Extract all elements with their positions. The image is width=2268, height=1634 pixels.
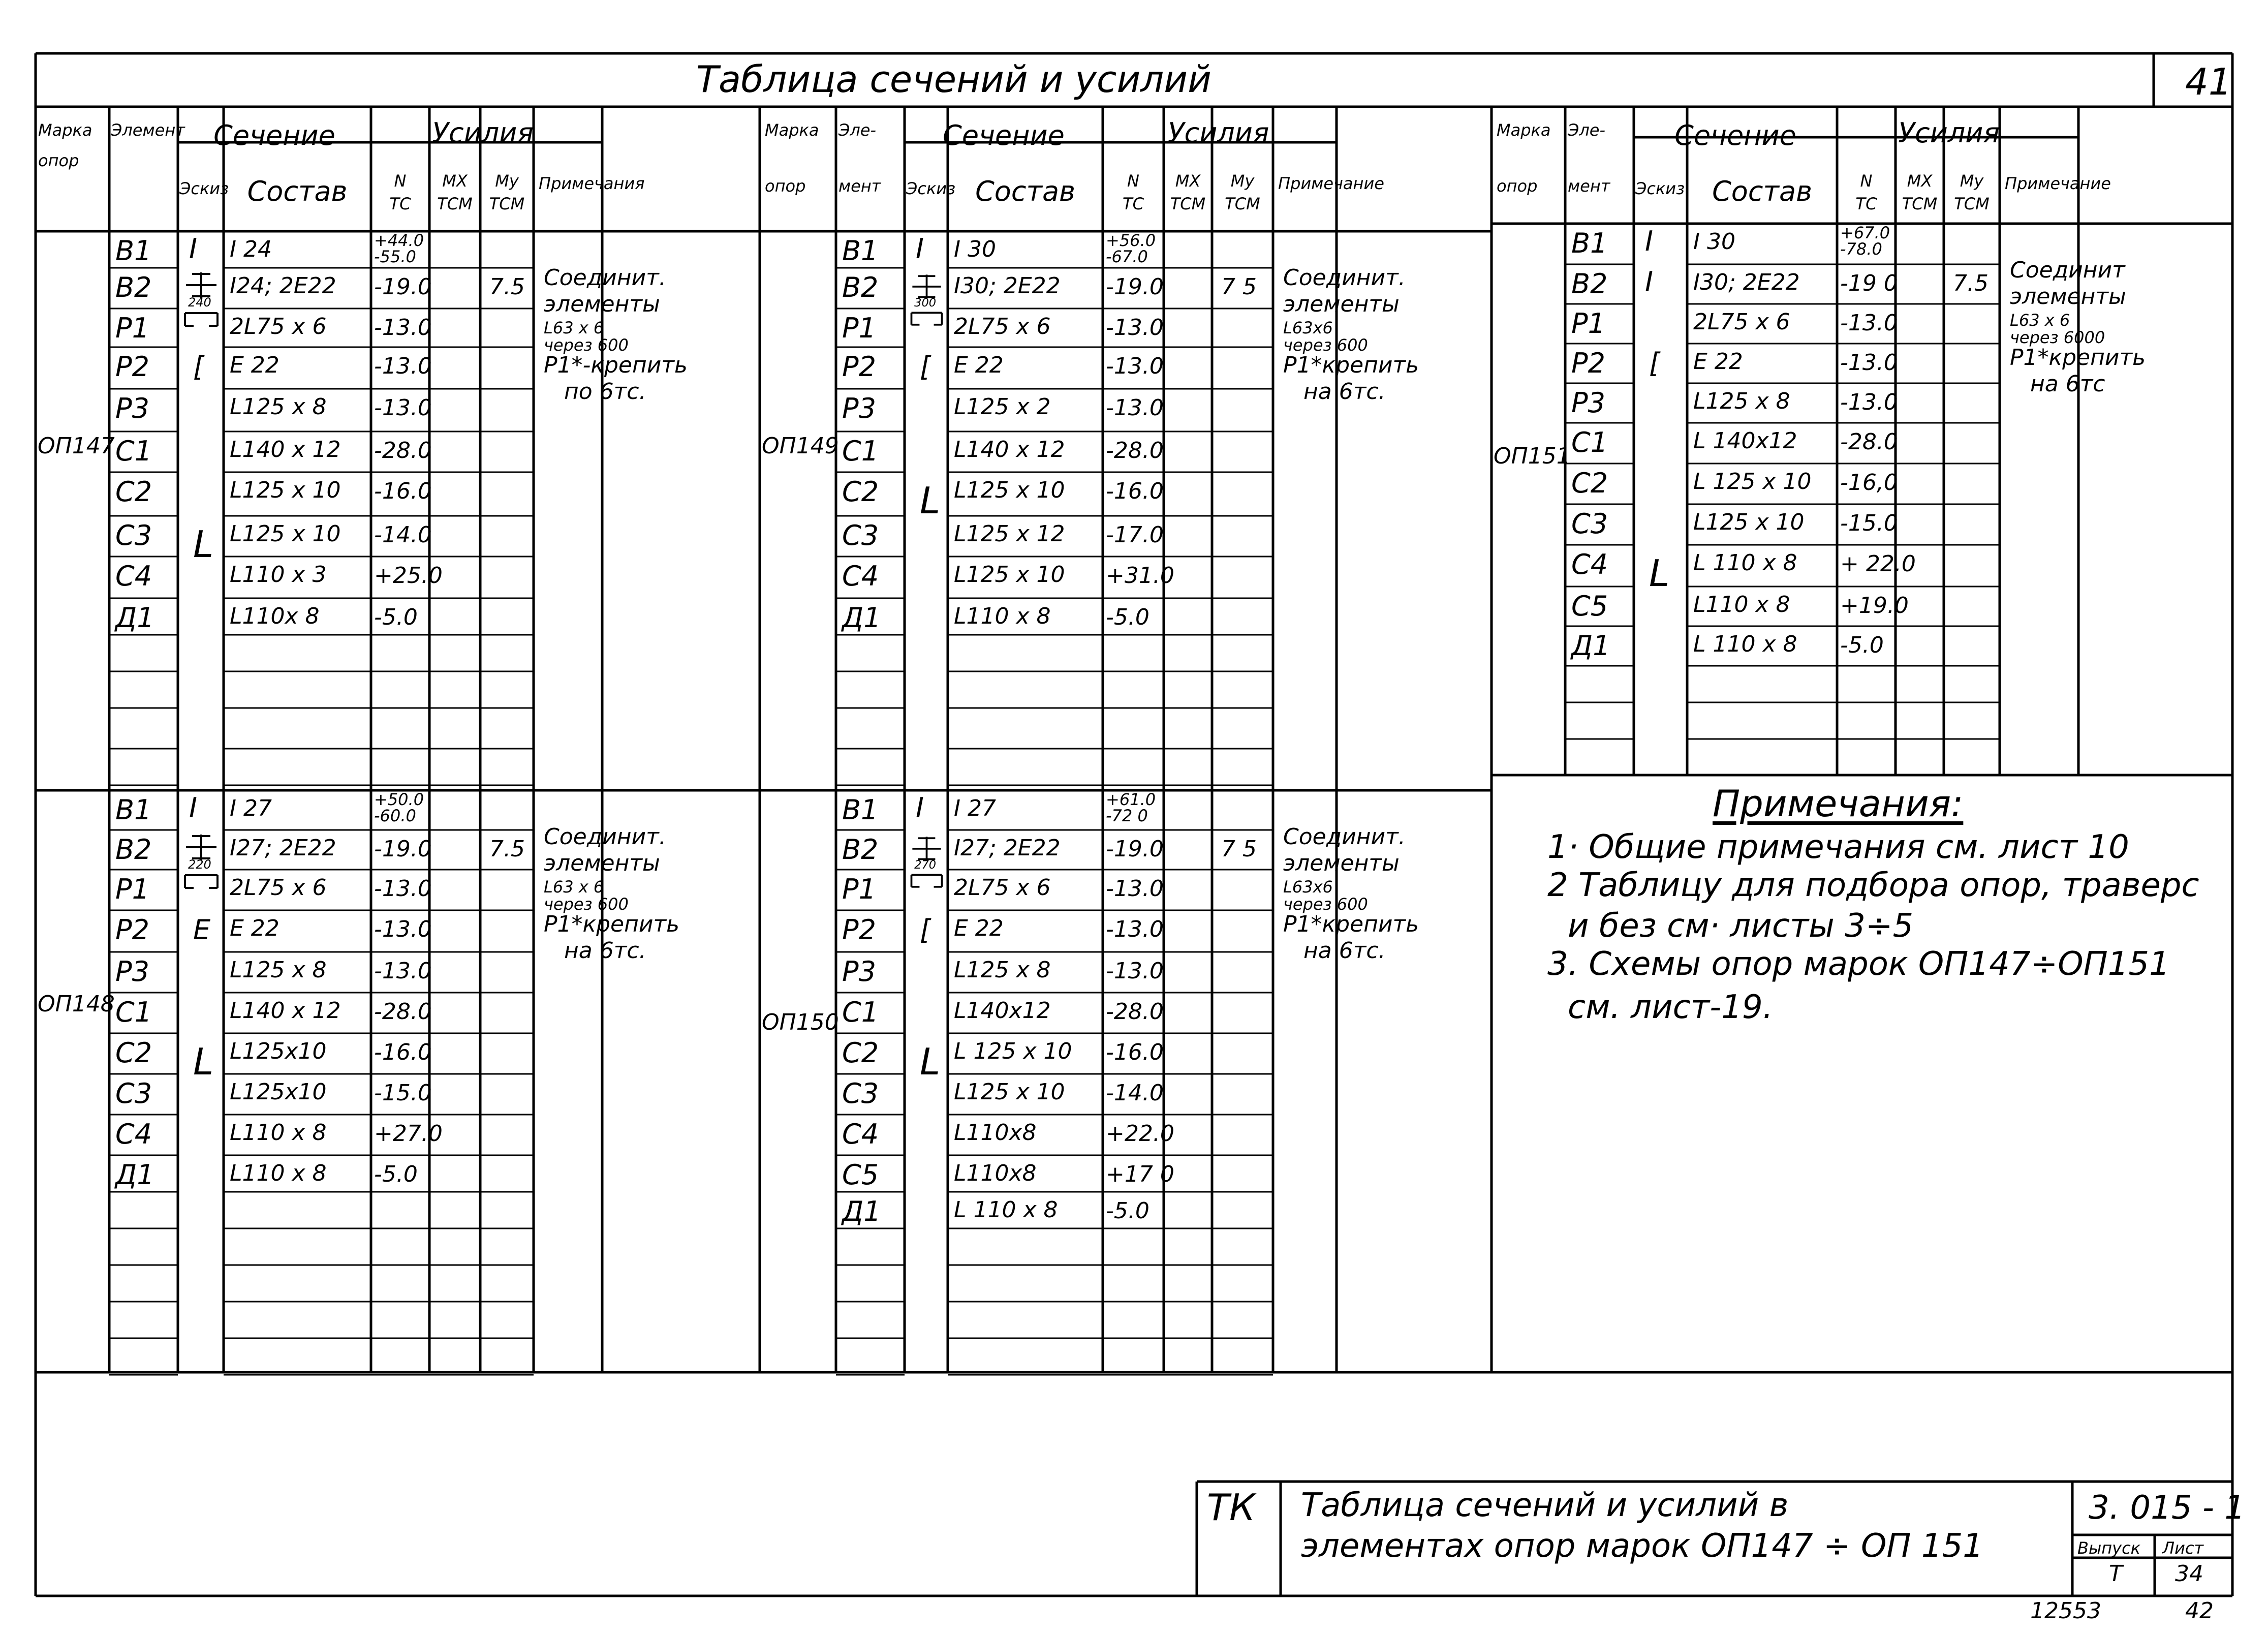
force-n: -13.0 [374,958,432,984]
issue-label: Выпуск [2077,1538,2140,1558]
section-composition: 2L75 x 6 [1693,309,1790,335]
section-composition: L125 x 8 [954,957,1051,983]
header-element: Эле- [838,120,877,140]
notes-heading: Примечания: [1713,782,1964,825]
note-line: Р1*крепить [2010,345,2146,371]
section-composition: L125 x 10 [230,477,341,503]
force-n: -28.0 [374,999,432,1025]
element-code: С2 [842,476,879,508]
element-code: С3 [842,519,879,551]
force-n: -5.0 [1106,604,1149,630]
header-composition: Состав [247,175,348,207]
section-composition: L 140x12 [1693,428,1797,454]
note-line: L63x6 [1283,318,1333,337]
element-code: Р3 [842,392,876,424]
section-composition: L140 x 12 [954,437,1065,463]
note-line: Р1*крепить [544,911,680,937]
support-mark: ОП147 [38,433,115,459]
element-code: Д1 [1571,630,1610,662]
element-code: С2 [115,1037,152,1069]
element-code: С1 [842,435,879,467]
section-composition: 2L75 x 6 [230,875,327,901]
header-n: N [1860,171,1873,191]
force-n: -28.0 [374,438,432,464]
header-sketch: Эскиз [179,179,229,198]
header-n: N [394,171,407,191]
header-element: Эле- [1568,120,1606,140]
element-code: Д1 [115,1159,154,1191]
section-composition: I 27 [954,795,996,821]
section-composition: L110 x 8 [230,1160,327,1186]
force-n: -13.0 [1840,350,1898,376]
element-code: С4 [842,560,879,592]
support-mark: ОП148 [38,991,115,1017]
element-code: В2 [842,834,879,866]
header-mx: ТСМ [1170,194,1206,213]
force-n: -13.0 [1106,916,1164,942]
header-my: Мy [1230,171,1255,191]
section-composition: I 24 [230,236,272,262]
section-composition: L110 x 8 [230,1120,327,1146]
sketch-dimension: 240 [188,295,211,310]
sketch-angle: L [193,1040,214,1083]
force-n: -13.0 [1106,353,1164,379]
force-n: +22.0 [1106,1121,1174,1147]
force-n: -14.0 [1106,1080,1164,1106]
force-n: -16,0 [1840,470,1898,496]
section-composition: I27; 2Е22 [230,835,336,861]
inventory-number: 12553 [2030,1598,2101,1624]
section-composition: L110x8 [954,1160,1037,1186]
title-block-line: Таблица сечений и усилий в [1301,1487,1789,1524]
support-mark: ОП151 [1494,443,1571,469]
element-code: В2 [115,834,152,866]
element-code: Р2 [1571,347,1605,379]
page-title: Таблица сечений и усилий [696,58,1211,101]
force-n: -15.0 [374,1080,432,1106]
force-n: -78.0 [1840,239,1882,259]
header-n: ТС [1123,194,1144,213]
header-mx: МX [442,171,468,191]
section-composition: I30; 2Е22 [1693,269,1800,295]
force-n: -16.0 [374,1039,432,1065]
section-composition: L125x10 [230,1079,327,1105]
note-line: L63x6 [1283,877,1333,897]
header-section: Сечение [943,119,1065,151]
section-composition: L 125 x 10 [1693,469,1812,495]
note-line: через 600 [1283,895,1368,914]
header-mark: Марка [1497,120,1551,140]
force-n: +31.0 [1106,563,1174,589]
double-section-sketch [181,832,222,908]
force-n: -13.0 [1840,389,1898,415]
sketch-angle: L [920,1040,941,1083]
moment-my: 7.5 [489,836,525,862]
header-mx: ТСМ [1902,194,1938,213]
force-n: -13.0 [374,876,432,902]
section-composition: L140 x 12 [230,437,341,463]
double-section-sketch [181,270,222,346]
element-code: С2 [842,1037,879,1069]
header-mx: ТСМ [437,194,473,213]
section-composition: L125 x 10 [954,562,1065,588]
section-composition: 2L75 x 6 [954,875,1051,901]
element-code: С3 [1571,508,1608,540]
element-code: В1 [842,794,879,826]
sketch-channel: [ [193,351,204,383]
force-n: -5.0 [1840,632,1884,658]
element-code: С1 [115,435,152,467]
section-composition: L125 x 10 [1693,509,1805,535]
element-code: Р2 [115,914,149,946]
sketch-ibeam: I [1645,225,1653,257]
force-n: -55.0 [374,247,416,266]
header-mark: опор [765,176,806,196]
header-mx: МX [1907,171,1933,191]
element-code: С1 [842,996,879,1028]
section-composition: L125 x 10 [230,521,341,547]
section-composition: L125 x 2 [954,394,1051,420]
element-code: Д1 [115,602,154,634]
force-n: -13.0 [1106,395,1164,421]
sketch-channel: [ [920,914,931,946]
element-code: С4 [115,1118,152,1150]
header-mark: опор [38,151,79,170]
force-n: +17 0 [1106,1161,1174,1187]
force-n: -16.0 [1106,478,1164,504]
element-code: Р1 [842,312,876,344]
force-n: -60.0 [374,806,416,825]
sketch-ibeam: I [916,233,924,265]
header-composition: Состав [975,175,1075,207]
element-code: С3 [115,1077,152,1109]
section-composition: 2L75 x 6 [954,314,1051,340]
force-n: +56.0 [1106,231,1156,250]
section-composition: L 110 x 8 [1693,550,1797,576]
element-code: В2 [842,271,879,303]
section-composition: I27; 2Е22 [954,835,1061,861]
note-line: Соединит. [1283,265,1406,291]
moment-my: 7.5 [1953,270,1989,296]
note-line: на 6тс [2030,371,2105,397]
element-code: Р3 [1571,387,1605,419]
force-n: -13.0 [374,395,432,421]
force-n: -19.0 [1106,836,1164,862]
note-line: L63 x 6 [2010,311,2070,330]
force-n: -28.0 [1106,438,1164,464]
header-section: Сечение [213,119,335,151]
header-my: ТСМ [1225,194,1260,213]
element-code: Р1 [115,873,149,905]
sketch-ibeam: I [189,792,197,824]
sketch-channel: [ [1649,347,1660,379]
sketch-dimension: 270 [914,858,937,872]
element-code: В1 [1571,227,1608,259]
force-n: -5.0 [1106,1198,1149,1224]
section-composition: L 110 x 8 [954,1197,1058,1223]
moment-my: 7 5 [1221,836,1257,862]
note-line: Соединит. [544,824,666,850]
section-composition: Е 22 [954,352,1004,378]
header-my: ТСМ [489,194,525,213]
element-code: Д1 [842,602,881,634]
section-composition: I 30 [954,236,996,262]
header-composition: Состав [1712,175,1812,207]
force-n: +19.0 [1840,593,1909,619]
section-composition: L125 x 10 [954,477,1065,503]
note-line: элементы [544,291,660,317]
section-composition: I 27 [230,795,272,821]
sketch-channel: [ [920,351,931,383]
section-composition: Е 22 [230,915,279,941]
sketch-dimension: 220 [188,857,211,872]
section-composition: 2L75 x 6 [230,314,327,340]
note-line: через 600 [544,895,629,914]
sheet-label: Лист [2162,1538,2204,1558]
note-line: L63 x 6 [544,318,604,337]
element-code: Д1 [842,1195,881,1227]
note-line: на 6тс. [1303,938,1386,964]
note-line: Р1*крепить [1283,911,1419,937]
section-composition: L110 x 8 [954,603,1051,629]
section-composition: Е 22 [954,915,1004,941]
section-composition: L125 x 8 [230,394,327,420]
force-n: -16.0 [374,478,432,504]
element-code: С4 [1571,548,1608,580]
force-n: -5.0 [374,604,418,630]
force-n: -13.0 [1106,876,1164,902]
header-element: Элемент [111,120,185,140]
force-n: +44.0 [374,231,424,250]
section-composition: L125 x 12 [954,521,1065,547]
note-line: Соединит. [544,265,666,291]
support-mark: ОП149 [762,433,839,459]
general-note: и без см· листы 3÷5 [1568,907,1914,945]
element-code: С3 [115,519,152,551]
force-n: -19.0 [374,274,432,300]
element-code: С1 [115,996,152,1028]
sketch-angle: L [193,523,214,566]
issue-value: Т [2109,1561,2123,1587]
section-composition: L110 x 3 [230,562,327,588]
section-composition: L110x 8 [230,603,320,629]
force-n: -19.0 [1106,274,1164,300]
section-composition: L125 x 8 [230,957,327,983]
force-n: -28.0 [1106,999,1164,1025]
force-n: -13.0 [374,353,432,379]
note-line: на 6тс. [1303,379,1386,405]
element-code: Р2 [842,914,876,946]
section-composition: Е 22 [230,352,279,378]
header-forces: Усилия [1898,117,2000,149]
element-code: В1 [842,235,879,267]
force-n: -13.0 [374,315,432,341]
sketch-channel: Е [193,914,211,946]
element-code: С1 [1571,426,1608,458]
section-composition: L125x10 [230,1038,327,1064]
force-n: -13.0 [374,916,432,942]
moment-my: 7 5 [1221,274,1257,300]
force-n: -5.0 [374,1161,418,1187]
double-section-sketch [908,270,946,346]
note-line: через 6000 [2010,328,2105,347]
force-n: -19.0 [374,836,432,862]
note-line: через 600 [1283,335,1368,355]
section-composition: Е 22 [1693,349,1743,375]
element-code: В1 [115,794,152,826]
support-mark: ОП150 [762,1009,839,1035]
header-section: Сечение [1674,119,1796,151]
force-n: -72 0 [1106,806,1148,825]
header-mark: Марка [38,120,92,140]
header-n: ТС [1855,194,1877,213]
element-code: Р2 [115,351,149,383]
element-code: Р3 [842,955,876,988]
note-line: элементы [1283,850,1400,876]
element-code: Р2 [842,351,876,383]
section-composition: L140 x 12 [230,998,341,1024]
header-mx: МX [1175,171,1201,191]
force-n: -17.0 [1106,522,1164,548]
force-n: -13.0 [1840,310,1898,336]
sketch-angle: L [920,479,941,522]
note-line: элементы [2010,284,2126,310]
sheet-number: 41 [2185,60,2232,103]
page-number: 42 [2185,1598,2214,1624]
force-n: -16.0 [1106,1039,1164,1065]
header-mark: опор [1497,176,1538,196]
note-line: через 600 [544,335,629,355]
force-n: +61.0 [1106,790,1156,809]
header-n: N [1127,171,1139,191]
sketch-ibeam: I [1645,266,1653,298]
header-element: мент [1568,176,1610,196]
note-line: Р1*-крепить [544,352,688,378]
header-forces: Усилия [1167,117,1269,149]
section-composition: L110 x 8 [1693,592,1790,618]
header-sketch: Эскиз [906,179,956,198]
note-line: Р1*крепить [1283,352,1419,378]
header-my: ТСМ [1954,194,1990,213]
header-n: ТС [389,194,411,213]
header-note: Примечания [539,174,645,193]
section-composition: L 125 x 10 [954,1038,1072,1064]
header-mark: Марка [765,120,819,140]
general-note: см. лист-19. [1568,989,1773,1026]
note-line: по 6тс. [564,379,646,405]
code-tk: ТК [1207,1486,1256,1529]
sheet-value: 34 [2175,1561,2203,1587]
force-n: -19 0 [1840,270,1898,296]
force-n: +25.0 [374,563,443,589]
element-code: С4 [115,560,152,592]
moment-my: 7.5 [489,274,525,300]
note-line: Соединит [2010,257,2125,283]
header-note: Примечание [1278,174,1384,193]
element-code: Р3 [115,955,149,988]
section-composition: I24; 2Е22 [230,273,336,299]
section-composition: I 30 [1693,229,1735,255]
note-line: элементы [544,850,660,876]
section-composition: L110x8 [954,1120,1037,1146]
note-line: L63 x 6 [544,877,604,897]
element-code: С5 [1571,590,1608,622]
general-note: 3. Схемы опор марок ОП147÷ОП151 [1547,945,2170,983]
section-composition: L125 x 8 [1693,388,1790,414]
force-n: + 22.0 [1840,551,1916,577]
force-n: -13.0 [1106,958,1164,984]
title-block-line: элементах опор марок ОП147 ÷ ОП 151 [1301,1527,1983,1565]
document-number: 3. 015 - 1 [2089,1489,2246,1527]
force-n: -15.0 [1840,510,1898,536]
header-note: Примечание [2005,174,2111,193]
section-composition: I30; 2Е22 [954,273,1061,299]
element-code: С5 [842,1159,879,1191]
sketch-angle: L [1649,552,1670,595]
note-line: на 6тс. [564,938,646,964]
element-code: Р1 [115,312,149,344]
force-n: +27.0 [374,1121,443,1147]
force-n: -13.0 [1106,315,1164,341]
element-code: Р3 [115,392,149,424]
header-my: Мy [495,171,519,191]
element-code: С2 [115,476,152,508]
element-code: В2 [115,271,152,303]
sketch-ibeam: I [916,792,924,824]
force-n: -28.0 [1840,429,1898,455]
element-code: С3 [842,1077,879,1109]
force-n: +67.0 [1840,223,1890,242]
header-sketch: Эскиз [1635,179,1685,198]
force-n: -14.0 [374,522,432,548]
general-note: 2 Таблицу для подбора опор, траверс [1547,867,2199,904]
element-code: Р1 [842,873,876,905]
element-code: С2 [1571,467,1608,499]
note-line: Соединит. [1283,824,1406,850]
note-line: элементы [1283,291,1400,317]
double-section-sketch [908,832,946,908]
force-n: +50.0 [374,790,424,809]
header-my: Мy [1960,171,1984,191]
header-forces: Усилия [432,117,534,149]
section-composition: L 110 x 8 [1693,631,1797,657]
element-code: Р1 [1571,307,1605,340]
section-composition: L140x12 [954,998,1051,1024]
element-code: С4 [842,1118,879,1150]
element-code: В2 [1571,268,1608,300]
element-code: В1 [115,235,152,267]
sketch-dimension: 300 [914,296,937,310]
force-n: -67.0 [1106,247,1148,266]
general-note: 1· Общие примечания см. лист 10 [1547,828,2129,866]
section-composition: L125 x 10 [954,1079,1065,1105]
header-element: мент [838,176,881,196]
sketch-ibeam: I [189,233,197,265]
